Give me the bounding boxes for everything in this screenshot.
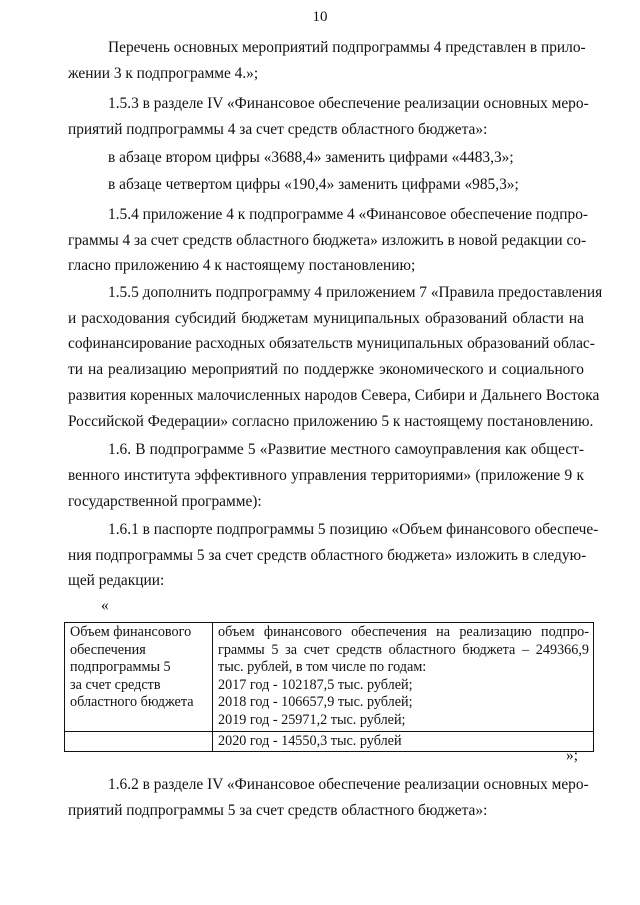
page-number: 10	[312, 9, 328, 25]
text-line: гласно приложению 4 к настоящему постановлению;	[68, 257, 416, 274]
text-line: Перечень основных мероприятий подпрограммы 4 представлен в прило-	[108, 39, 586, 56]
label-cell	[65, 623, 213, 732]
text-line: 1.6.1 в паспорте подпрограммы 5 позицию «Объем финансового обеспече-	[108, 521, 599, 538]
text-line: софинансирование расходных обязательств муниципальных образований облас-	[68, 335, 595, 352]
value-line: тыс. рублей, в том числе по годам:	[218, 659, 427, 676]
text-line: приятий подпрограммы 5 за счет средств областного бюджета»:	[68, 802, 488, 819]
text-line: 1.5.4 приложение 4 к подпрограмме 4 «Финансовое обеспечение подпро-	[108, 206, 589, 223]
value-line: 2020 год - 14550,3 тыс. рублей	[218, 732, 402, 749]
text-line: в абзаце втором цифры «3688,4» заменить цифрами «4483,3»;	[108, 149, 514, 166]
label-cell-empty	[65, 731, 213, 752]
label-line: подпрограммы 5	[70, 659, 171, 676]
quote-open: «	[101, 597, 109, 614]
text-line: 1.5.3 в разделе IV «Финансовое обеспечение реализации основных меро-	[108, 95, 589, 112]
text-line: щей редакции:	[68, 572, 165, 589]
financing-table	[64, 622, 594, 752]
text-line: развития коренных малочисленных народов Севера, Сибири и Дальнего Востока	[68, 387, 600, 404]
value-line: граммы 5 за счет средств областного бюджета – 249366,9	[218, 641, 589, 658]
value-line: объем финансового обеспечения на реализацию подпро-	[218, 624, 589, 640]
value-line: 2019 год - 25971,2 тыс. рублей;	[218, 711, 406, 728]
label-line: обеспечения	[70, 641, 146, 658]
text-line: венного института эффективного управления территориями» (приложение 9 к	[68, 467, 584, 484]
text-line: и расходования субсидий бюджетам муниципальных образований области на	[68, 310, 584, 327]
text-line: жении 3 к подпрограмме 4.»;	[68, 65, 259, 82]
table-row	[65, 731, 594, 752]
label-line: Объем финансового	[70, 624, 192, 640]
text-line: ти на реализацию мероприятий по поддержке экономического и социального	[68, 361, 584, 378]
text-line: ния подпрограммы 5 за счет средств областного бюджета» изложить в следую-	[68, 547, 587, 564]
quote-close: »;	[566, 747, 578, 764]
label-line: областного бюджета	[70, 694, 194, 711]
text-line: 1.6.2 в разделе IV «Финансовое обеспечение реализации основных меро-	[108, 776, 589, 793]
text-line: государственной программе):	[68, 493, 262, 510]
value-line: 2017 год - 102187,5 тыс. рублей;	[218, 676, 413, 693]
text-line: приятий подпрограммы 4 за счет средств областного бюджета»:	[68, 121, 488, 138]
text-line: 1.5.5 дополнить подпрограмму 4 приложением 7 «Правила предоставления	[108, 284, 603, 301]
label-line: за счет средств	[70, 676, 161, 693]
text-line: 1.6. В подпрограмме 5 «Развитие местного самоуправления как общест-	[108, 441, 584, 458]
text-line: граммы 4 за счет средств областного бюджета» изложить в новой редакции со-	[68, 232, 587, 249]
value-line: 2018 год - 106657,9 тыс. рублей;	[218, 694, 413, 711]
value-cell	[213, 731, 594, 752]
table-row	[65, 623, 594, 732]
text-line: в абзаце четвертом цифры «190,4» заменить цифрами «985,3»;	[108, 176, 519, 193]
value-cell	[213, 623, 594, 732]
text-line: Российской Федерации» согласно приложению 5 к настоящему постановлению.	[68, 413, 594, 430]
